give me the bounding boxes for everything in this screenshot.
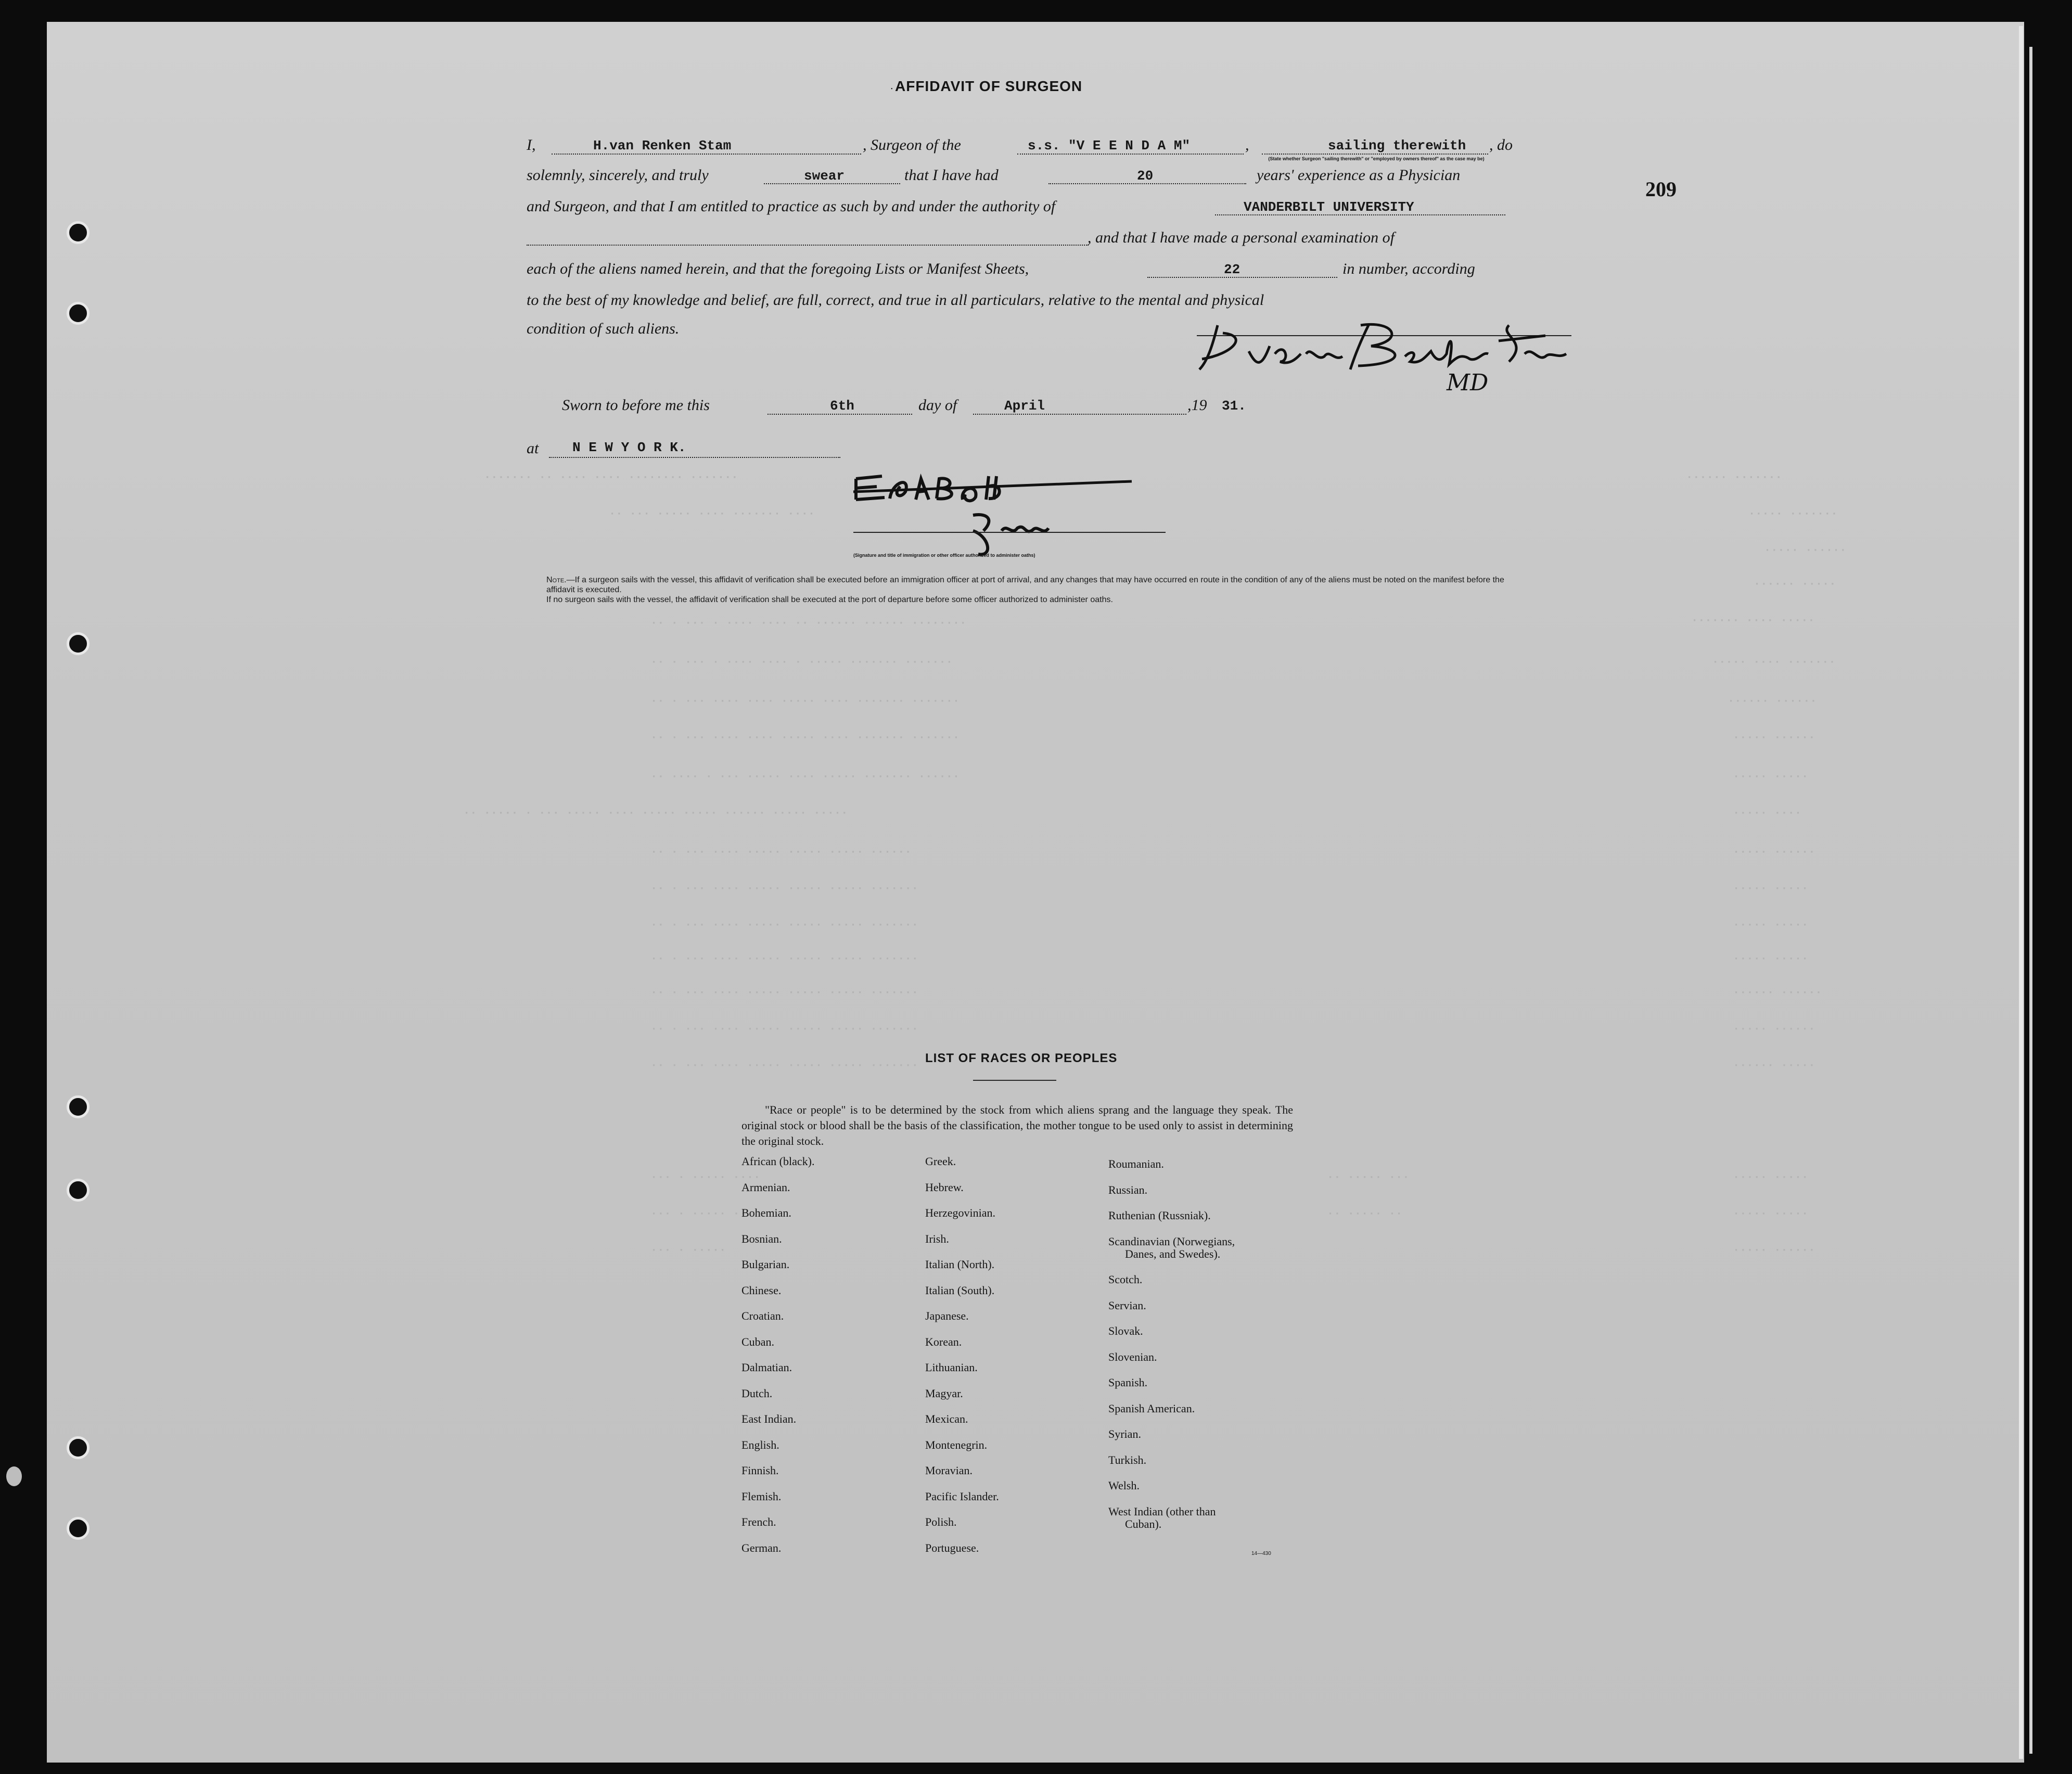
- race-item: Irish.: [925, 1232, 949, 1245]
- blank-line: [1048, 183, 1246, 184]
- race-item: Welsh.: [1108, 1479, 1140, 1492]
- blank-line: [764, 183, 900, 184]
- blank-line: [768, 414, 912, 415]
- race-item-continued: Cuban).: [1125, 1517, 1162, 1530]
- sworn-month: April: [1004, 398, 1045, 414]
- race-item: English.: [741, 1438, 779, 1451]
- race-item: Russian.: [1108, 1183, 1148, 1196]
- race-item: Pacific Islander.: [925, 1489, 999, 1503]
- blank-line: [1262, 154, 1488, 155]
- note-line-2: If no surgeon sails with the vessel, the affidavit of verification shall be executed at the port of departure before some officer authorized to administer oaths.: [546, 595, 1113, 604]
- oath-type: swear: [804, 168, 845, 184]
- note-line-1: —If a surgeon sails with the vessel, this affidavit of verification shall be executed before an immigration officer at port of arrival, and any changes that may have occurred en route in the condition of any of the aliens must be noted on the manifest before the affidavit is executed.: [546, 576, 1504, 594]
- surgeon-signature: [1186, 304, 1577, 403]
- sailing-status: sailing therewith: [1328, 138, 1466, 154]
- affidavit-text: , do: [1489, 136, 1513, 154]
- races-title: LIST OF RACES OR PEOPLES: [925, 1051, 1118, 1065]
- races-column-2: [925, 1155, 999, 1567]
- race-item: Croatian.: [741, 1309, 784, 1322]
- race-item: Korean.: [925, 1335, 962, 1348]
- race-item: West Indian (other than: [1108, 1504, 1216, 1518]
- race-item: Japanese.: [925, 1309, 969, 1322]
- affidavit-text: to the best of my knowledge and belief, are full, correct, and true in all particulars, relative to the mental and physical: [527, 291, 1264, 309]
- race-item: Italian (North).: [925, 1258, 995, 1271]
- affidavit-text: ,: [1245, 136, 1249, 154]
- blank-line: [1215, 214, 1505, 215]
- affidavit-text: each of the aliens named herein, and that the foregoing Lists or Manifest Sheets,: [527, 260, 1029, 277]
- race-item-continued: Danes, and Swedes).: [1125, 1247, 1221, 1260]
- surgeon-name: H.van Renken Stam: [593, 138, 732, 154]
- race-item: Scotch.: [1108, 1273, 1143, 1286]
- race-item: Bohemian.: [741, 1206, 791, 1219]
- races-column-3: [1108, 1158, 1235, 1530]
- affidavit-text: and Surgeon, and that I am entitled to practice as such by and under the authority of: [527, 198, 1056, 215]
- race-item: Syrian.: [1108, 1427, 1141, 1440]
- affidavit-text: , Surgeon of the: [863, 136, 961, 154]
- blank-line: [1147, 277, 1337, 278]
- affidavit-text: condition of such aliens.: [527, 320, 680, 337]
- sworn-place: N E W Y O R K.: [572, 440, 686, 455]
- sheet-count: 22: [1224, 262, 1240, 277]
- race-item: East Indian.: [741, 1412, 797, 1425]
- blank-line: [527, 245, 1089, 246]
- race-item: Montenegrin.: [925, 1438, 988, 1451]
- ship-name: s.s. "V E E N D A M": [1028, 138, 1191, 154]
- title-underline: [973, 1080, 1056, 1081]
- race-item: German.: [741, 1541, 782, 1554]
- race-item: Italian (South).: [925, 1283, 995, 1297]
- title-bullet: •: [891, 86, 893, 92]
- race-item: Flemish.: [741, 1489, 782, 1503]
- race-item: Polish.: [925, 1515, 957, 1528]
- races-column-1: [741, 1155, 814, 1567]
- race-item: Spanish American.: [1108, 1401, 1195, 1415]
- affidavit-text: that I have had: [904, 167, 999, 184]
- race-item: Hebrew.: [925, 1180, 964, 1194]
- sworn-text: Sworn to before me this: [562, 397, 710, 414]
- race-item: Roumanian.: [1108, 1157, 1164, 1170]
- page-number: 209: [1645, 177, 1677, 201]
- race-item: Spanish.: [1108, 1376, 1148, 1389]
- race-item: Finnish.: [741, 1464, 779, 1477]
- affidavit-text: years' experience as a Physician: [1257, 167, 1461, 184]
- race-item: Magyar.: [925, 1386, 963, 1400]
- race-item: Mexican.: [925, 1412, 968, 1425]
- signature-suffix: MD: [1447, 369, 1489, 396]
- race-item: Armenian.: [741, 1180, 790, 1194]
- race-item: Moravian.: [925, 1464, 973, 1477]
- sworn-day: 6th: [830, 398, 854, 414]
- officer-caption: (Signature and title of immigration or other officer authorized to administer oaths): [853, 553, 1035, 558]
- race-item: Slovenian.: [1108, 1350, 1157, 1363]
- form-number: 14—430: [1251, 1551, 1271, 1556]
- races-intro: "Race or people" is to be determined by the stock from which aliens sprang and the language they speak. The original stock or blood shall be the basis of the classification, the mother tongue to be used only to assist in determining the original stock.: [741, 1103, 1293, 1147]
- blank-line: [552, 154, 861, 155]
- race-item: Bosnian.: [741, 1232, 782, 1245]
- race-item: French.: [741, 1515, 776, 1528]
- sworn-text: at: [527, 440, 539, 457]
- race-item: Lithuanian.: [925, 1361, 978, 1374]
- affidavit-text: solemnly, sincerely, and truly: [527, 167, 709, 184]
- race-item: Ruthenian (Russniak).: [1108, 1209, 1211, 1222]
- blank-line: [973, 414, 1186, 415]
- race-item: Chinese.: [741, 1283, 782, 1297]
- affidavit-text: , and that I have made a personal examination of: [1088, 229, 1395, 246]
- blank-line: [549, 457, 840, 458]
- race-item: African (black).: [741, 1155, 815, 1168]
- race-item: Bulgarian.: [741, 1258, 790, 1271]
- race-item: Dutch.: [741, 1386, 773, 1400]
- affidavit-text: in number, according: [1342, 260, 1475, 277]
- affidavit-text: I,: [527, 136, 536, 154]
- race-item: Herzegovinian.: [925, 1206, 995, 1219]
- years-experience: 20: [1137, 168, 1154, 184]
- sworn-text: ,19: [1187, 397, 1207, 414]
- race-item: Scandinavian (Norwegians,: [1108, 1234, 1235, 1248]
- blank-line: [1017, 154, 1244, 155]
- race-item: Greek.: [925, 1155, 956, 1168]
- status-caption: (State whether Surgeon "sailing therewith" or "employed by owners thereof" as the case may be): [1268, 156, 1485, 161]
- sworn-text: day of: [918, 397, 957, 414]
- officer-signature: [833, 463, 1176, 567]
- race-item: Portuguese.: [925, 1541, 979, 1554]
- licensing-authority: VANDERBILT UNIVERSITY: [1244, 199, 1414, 215]
- bleed-through-text: ······· ·· ···· ···· ········ ······· ·· ··· ····· ···· ······· ···· ······ ······· ····· ······· ····· ······ ······ ····· ······· ···· ····· ····· ···· ······· ······ ······ ····· ······ ····· ····· ····· ···· ····· ······ ····· ····· ····· ····· ····· ····· ······ ······ ····· ······ ······ ····· ·· · ··· · ···· ···· ·· ······ ······ ········ ·· · ··· · ···· ···· · ····· ······· ······· ·· · ··· ···· ···· ····· ···· ······· ······· ·· · ··· ···· ···· ····· ···· ······· ······· ·· ···· · ··· ····· ···· ····· ······· ······ ·· ····· · ··· ····· ···· ····· ····· ······ ····· ····· ·· · ··· ···· ····· ····· ····· ······ ·· · ··· ···· ····· ····· ····· ······· ·· · ··· ···· ····· ····· ····· ······· ·· · ··· ···· ····· ····· ····· ······· ·· · ··· ···· ····· ····· ····· ······· ·· · ··· ···· ····· ····· ····· ······· ·· · ··· ···· ····· ····· ····· ······· ·· ····· ··· ·· ····· ·· ····· ····· ····· ····· ····· ······ ··· · ····· ···· ··· · ····· ··· ··· · ·····: [463, 471, 1847, 1257]
- race-item: Turkish.: [1108, 1453, 1147, 1466]
- race-item: Servian.: [1108, 1298, 1146, 1312]
- race-item: Cuban.: [741, 1335, 774, 1348]
- race-item: Slovak.: [1108, 1324, 1143, 1337]
- note-block: [546, 575, 1514, 595]
- page-title: AFFIDAVIT OF SURGEON: [895, 78, 1083, 94]
- sworn-year: 31.: [1222, 398, 1246, 414]
- race-item: Dalmatian.: [741, 1361, 792, 1374]
- note-label: Note.: [546, 576, 567, 584]
